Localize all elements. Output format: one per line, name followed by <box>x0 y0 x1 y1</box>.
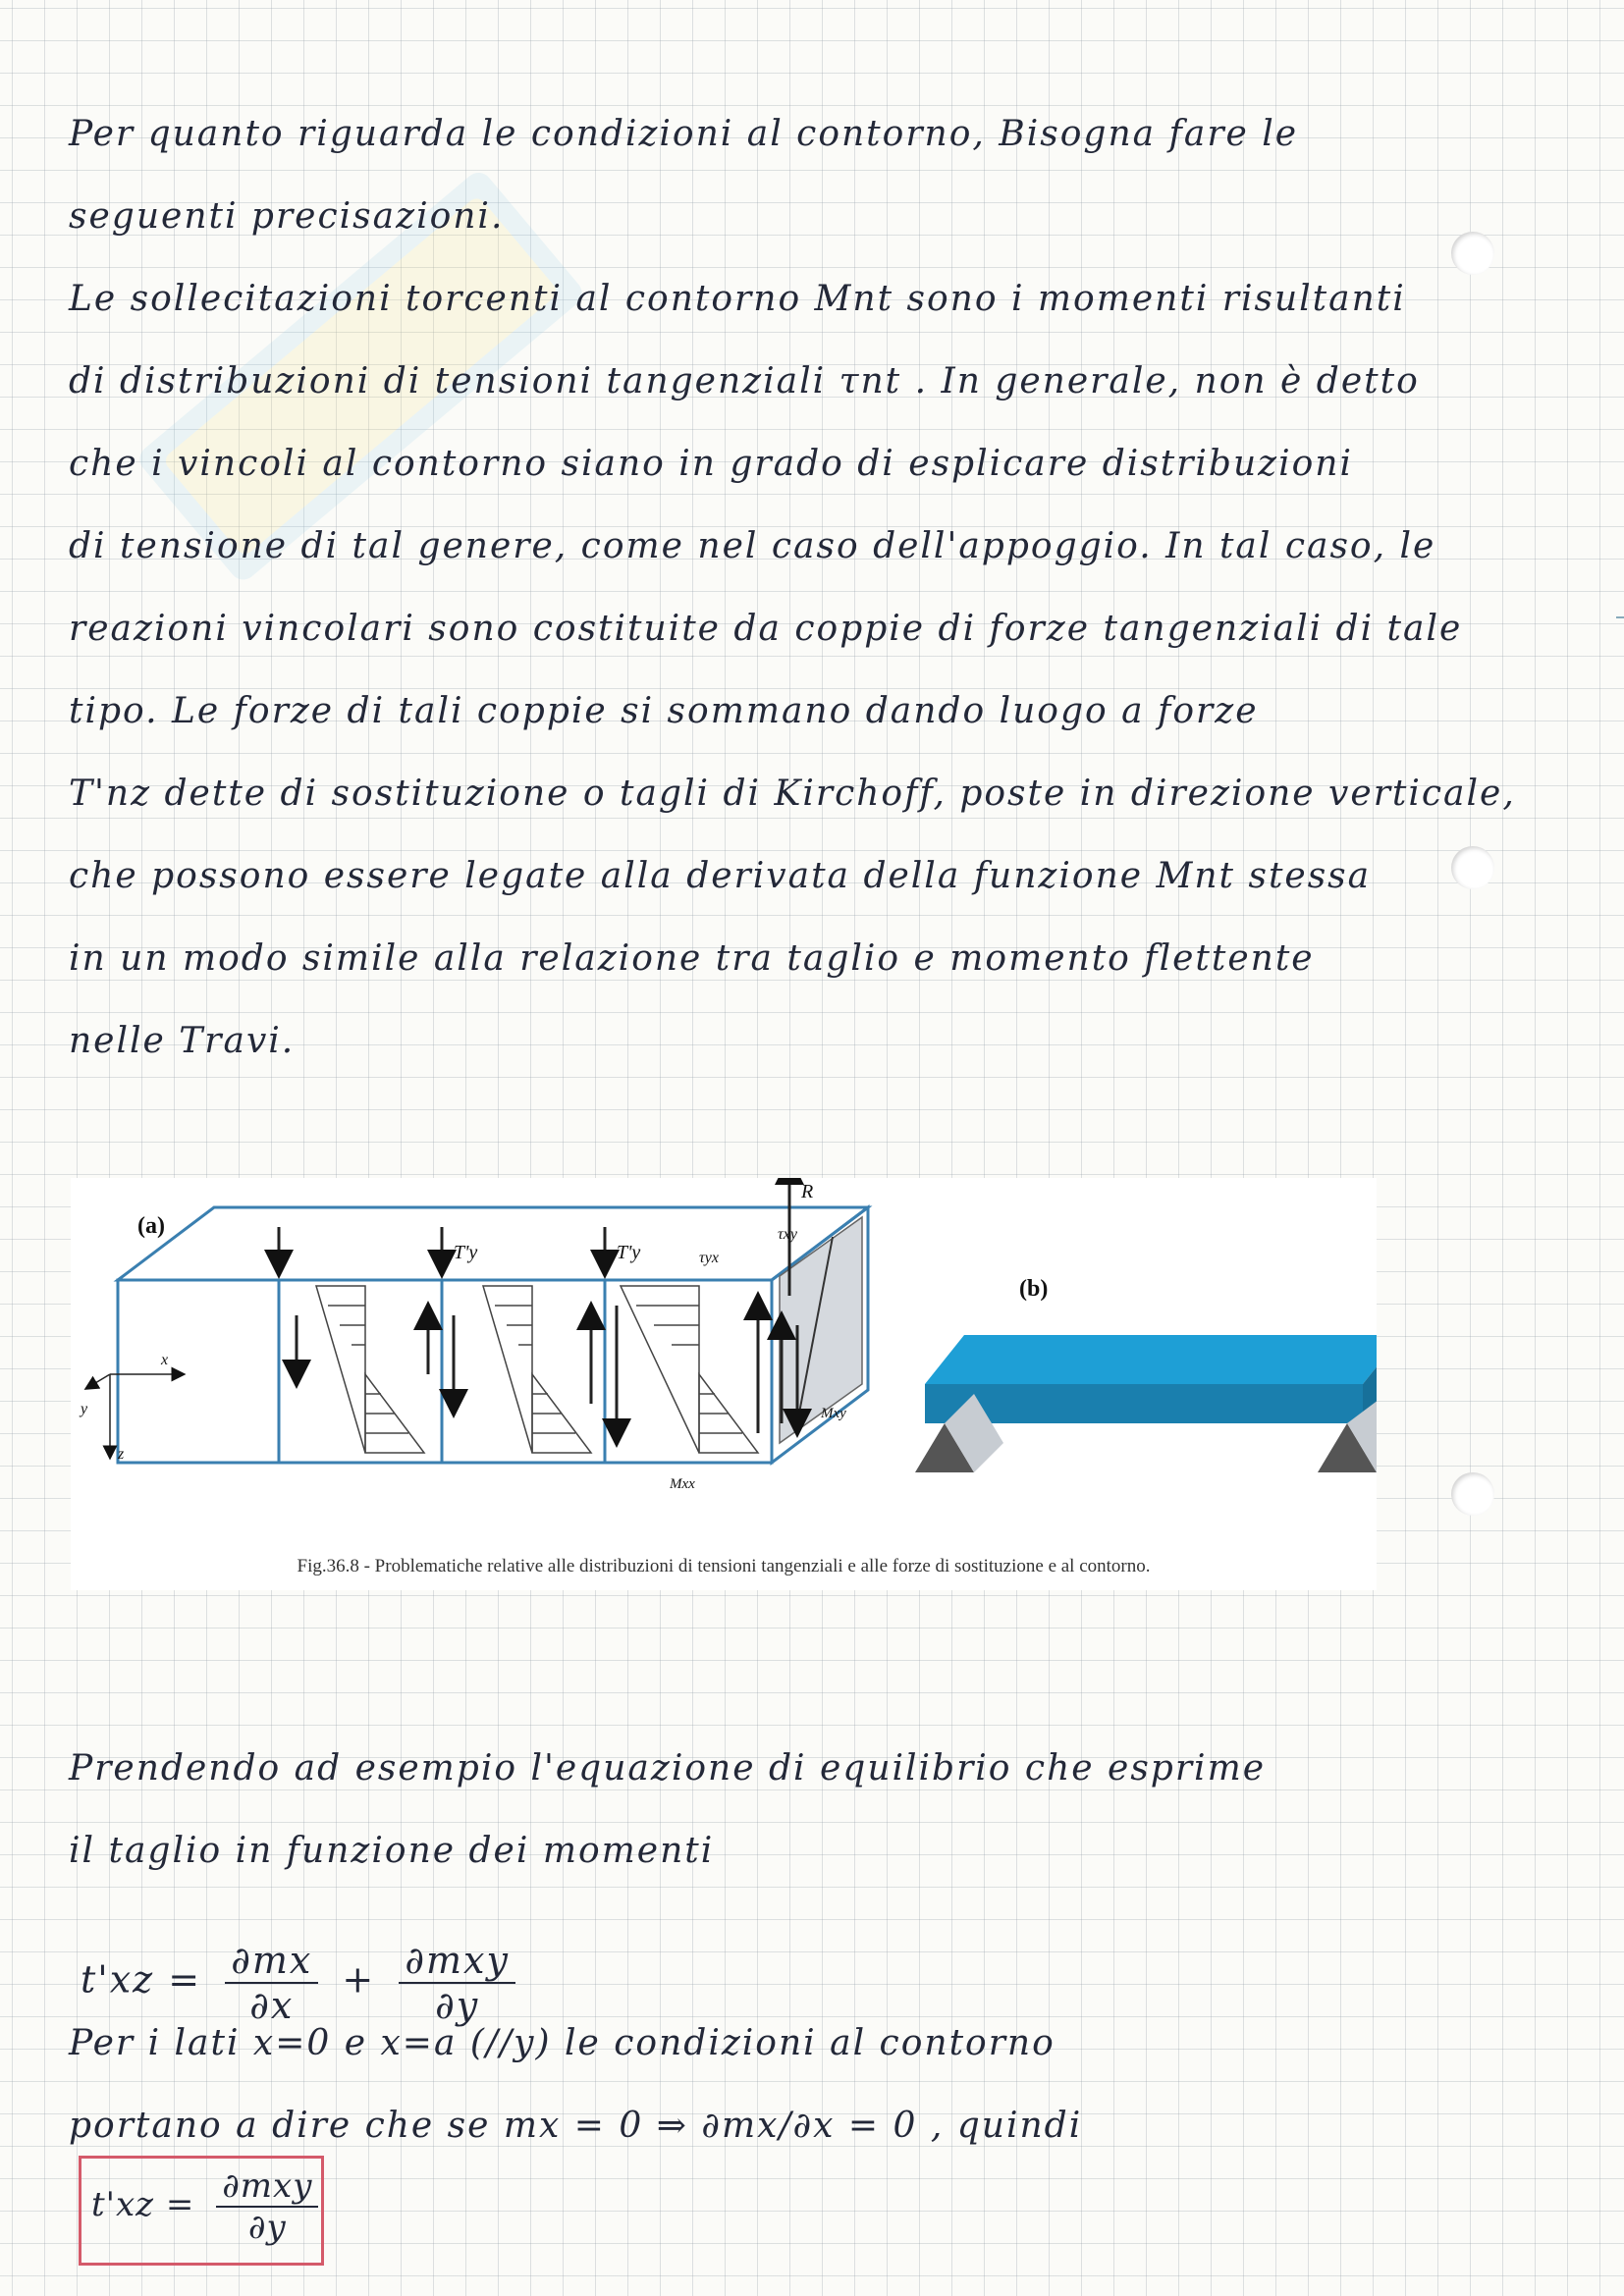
handwritten-line: Per i lati x=0 e x=a (//y) le condizioni al contorno <box>69 2023 1056 2063</box>
stress-distribution-2 <box>483 1286 591 1453</box>
margin-tick <box>1616 616 1624 618</box>
handwritten-lower <box>69 1728 1266 1893</box>
label-axis-y: y <box>81 1401 88 1417</box>
label-tau-xy: τxy <box>778 1226 797 1243</box>
handwritten-line: T'nz dette di sostituzione o tagli di Kirchoff, poste in direzione verticale, <box>69 774 1516 814</box>
handwritten-line: tipo. Le forze di tali coppie si sommano dando luogo a forze <box>69 691 1259 731</box>
handwritten-after <box>69 2002 1082 2167</box>
stress-distribution-1 <box>316 1286 424 1453</box>
handwritten-line: Prendendo ad esempio l'equazione di equilibrio che esprime <box>69 1748 1267 1789</box>
stress-distribution-3 <box>621 1286 758 1453</box>
handwritten-line: seguenti precisazioni. <box>69 196 505 237</box>
handwritten-line: che i vincoli al contorno siano in grado di esplicare distribuzioni <box>69 444 1354 484</box>
axis-y <box>90 1374 110 1386</box>
label-a: (a) <box>137 1213 165 1239</box>
figure-caption: Fig.36.8 - Problematiche relative alle distribuzioni di tensioni tangenziali e alle forze di sostituzione e al contorno. <box>297 1556 1151 1576</box>
label-R: R <box>801 1181 814 1202</box>
boxed-lhs: t'xz = <box>91 2185 207 2224</box>
boxed-result <box>79 2156 324 2266</box>
plus-sign: + <box>342 1957 376 2002</box>
formula-lhs: t'xz = <box>81 1957 202 2002</box>
plate-on-supports <box>915 1335 1377 1472</box>
handwritten-line: che possono essere legate alla derivata della funzione Mnt stessa <box>69 856 1372 896</box>
handwritten-line: in un modo simile alla relazione tra taglio e momento flettente <box>69 938 1315 979</box>
fraction-denominator: ∂x <box>249 1984 295 2027</box>
label-b: (b) <box>1019 1276 1049 1302</box>
handwritten-line: di tensione di tal genere, come nel caso dell'appoggio. In tal caso, le <box>69 526 1436 566</box>
label-axis-z: z <box>118 1446 125 1463</box>
fraction-denominator: ∂y <box>247 2208 287 2247</box>
handwritten-line: Per quanto riguarda le condizioni al contorno, Bisogna fare le <box>69 114 1299 154</box>
label-Mxx: Mxx <box>670 1476 695 1492</box>
boxed-formula <box>91 2166 328 2247</box>
label-axis-x: x <box>161 1352 169 1368</box>
label-Mxy: Mxy <box>821 1406 846 1421</box>
handwritten-paragraph <box>69 93 1516 1083</box>
handwritten-line: di distribuzioni di tensioni tangenziali τnt . In generale, non è detto <box>69 361 1420 401</box>
figure-drawing <box>71 1178 1377 1556</box>
fraction-numerator: ∂mx <box>225 1939 318 1984</box>
label-tau-yx: τyx <box>699 1250 719 1266</box>
handwritten-line: portano a dire che se mx = 0 ⇒ ∂mx/∂x = 0 , quindi <box>69 2106 1083 2146</box>
fraction-denominator: ∂y <box>435 1984 480 2027</box>
binder-hole-bottom <box>1451 1472 1494 1516</box>
box-outline <box>118 1207 868 1463</box>
figure-36-8 <box>71 1178 1377 1590</box>
handwritten-line: il taglio in funzione dei momenti <box>69 1831 715 1871</box>
fraction-dmxy-dy <box>216 2166 318 2247</box>
label-Ty-2: T'y <box>617 1242 641 1263</box>
label-Ty-1: T'y <box>454 1242 478 1263</box>
fraction-numerator: ∂mxy <box>216 2166 318 2208</box>
handwritten-line: nelle Travi. <box>69 1021 296 1061</box>
handwritten-line: reazioni vincolari sono costituite da coppie di forze tangenziali di tale <box>69 609 1463 649</box>
handwritten-line: Le sollecitazioni torcenti al contorno Mnt sono i momenti risultanti <box>69 279 1406 319</box>
fraction-numerator: ∂mxy <box>399 1939 515 1984</box>
